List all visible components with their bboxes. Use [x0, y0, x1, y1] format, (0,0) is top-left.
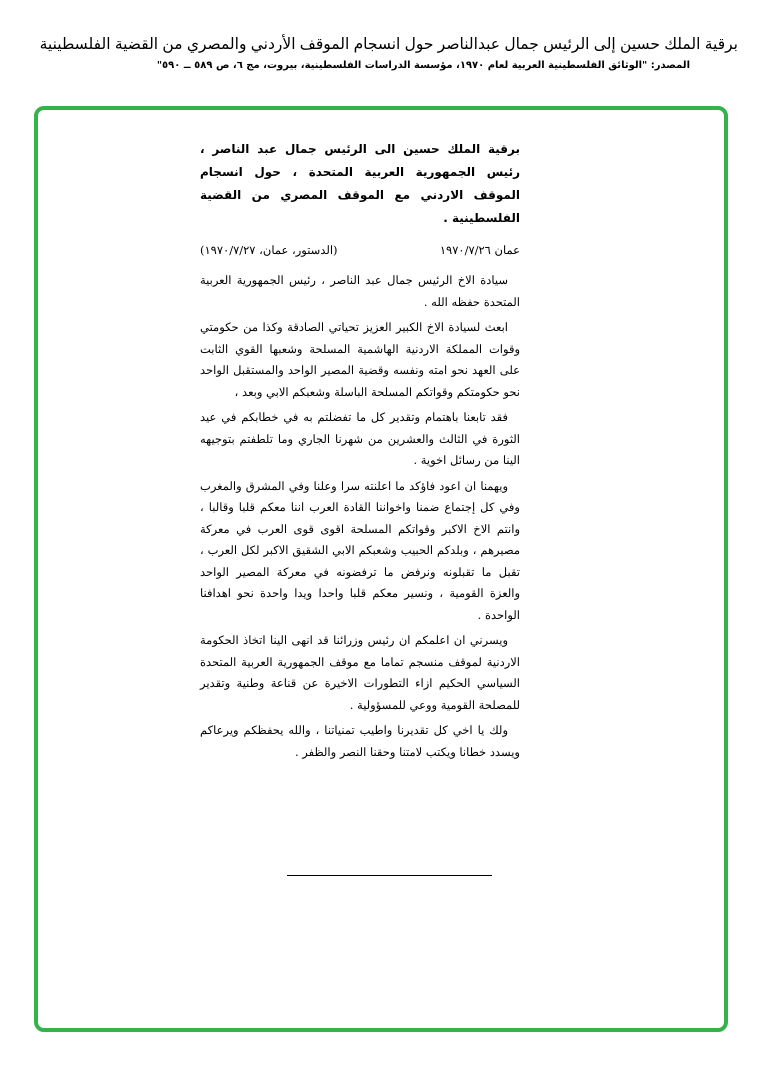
- dateline: [200, 240, 520, 260]
- paragraph-closing: ولك يا اخي كل تقديرنا واطيب تمنياتنا ، والله يحفظكم ويرعاكم ويسدد خطانا ويكتب لامتنا وحقنا النصر والظفر .: [200, 723, 520, 759]
- paragraph-greetings: ابعث لسيادة الاخ الكبير العزيز تحياتي الصادقة وكذا من حكومتي وقوات المملكة الاردنية الهاشمية المسلحة وشعبها القوي الثابت على العهد نحو امته ونفسه وقضية المصير الواحد والمستقبل الواحد نحو حكومتكم وقواتكم المسلحة الباسلة وشعبكم الابي وبعد ،: [200, 320, 520, 399]
- paragraph-government-position: ويسرني ان اعلمكم ان رئيس وزرائنا قد انهى الينا اتخاذ الحكومة الاردنية لموقف منسجم تماما مع موقف الجمهورية العربية المتحدة السياسي الحكيم ازاء التطورات الاخيرة عن قناعة وطنية وتقدير للمصلحة القومية ووعي للمسؤولية .: [200, 633, 520, 712]
- header-source: المصدر: "الوثائق الفلسطينية العربية لعام ١٩٧٠، مؤسسة الدراسات الفلسطينية، بيروت، مج ٦، ص ٥٨٩ ــ ٥٩٠": [156, 60, 690, 71]
- document-body: [200, 138, 520, 767]
- document-title: برقية الملك حسين الى الرئيس جمال عبد الناصر ، رئيس الجمهورية العربية المتحدة ، حول انسجام الموقف الاردني مع الموقف المصري من القضية الفلسطينية .: [200, 142, 520, 225]
- paragraph-salutation: سيادة الاخ الرئيس جمال عبد الناصر ، رئيس الجمهورية العربية المتحدة حفظه الله .: [200, 273, 520, 309]
- header-title: برقية الملك حسين إلى الرئيس جمال عبدالناصر حول انسجام الموقف الأردني والمصري من القضية الفلسطينية: [39, 36, 738, 53]
- dateline-source: (الدستور، عمان، ١٩٧٠/٧/٢٧): [200, 243, 338, 257]
- end-rule: [287, 875, 492, 876]
- paragraph-speech: فقد تابعنا باهتمام وتقدير كل ما تفضلتم به في خطابكم في عيد الثورة في الثالث والعشرين من شهرنا الجاري وما تلطفتم بتوجيهه الينا من رسائل اخوية .: [200, 410, 520, 467]
- paragraph-solidarity: ويهمنا ان اعود فاؤكد ما اعلنته سرا وعلنا وفي المشرق والمغرب وفي كل إجتماع ضمنا واخواننا القادة العرب اننا معكم قلبا وقالبا ، وانتم الاخ الاكبر وقواتكم المسلحة اقوى قوى العرب في معركة مصيرهم ، وبلدكم الحبيب وشعبكم الابي الشقيق الاكبر لكل العرب ، تقبل ما تقبلونه ونرفض ما ترفضونه في معركة المصير الواحد والعزة القومية ، ونسير معكم قلبا واحدا ويدا واحدة نحو اهدافنا الواحدة .: [200, 478, 520, 622]
- page-header: [20, 34, 738, 71]
- dateline-place: عمان ١٩٧٠/٧/٢٦: [439, 243, 520, 257]
